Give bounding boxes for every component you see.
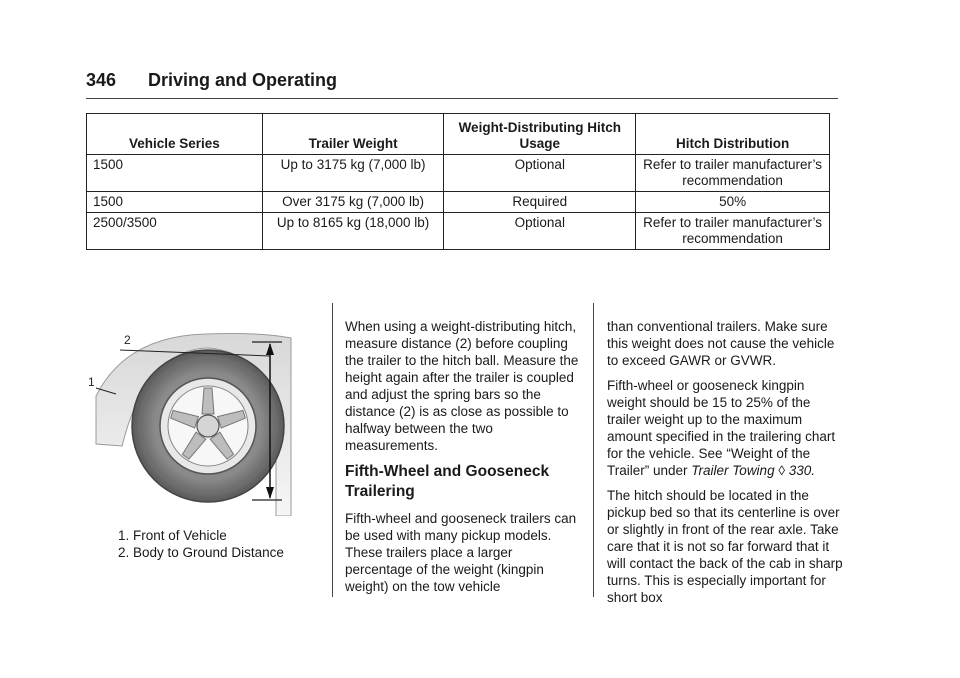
header-divider xyxy=(86,98,838,99)
wheel-hub xyxy=(197,415,219,437)
column-header-vehicle-series: Vehicle Series xyxy=(87,114,263,155)
table-row xyxy=(87,213,830,250)
table-cell: Over 3175 kg (7,000 lb) xyxy=(262,192,444,213)
column-header-hitch-usage: Weight-Distributing Hitch Usage xyxy=(444,114,636,155)
paragraph: Fifth-wheel and gooseneck trailers can be used with many pickup models. These trailers place a larger percentage of the weight (kingpin weight) on the tow vehicle xyxy=(345,511,577,594)
column-header-trailer-weight: Trailer Weight xyxy=(262,114,444,155)
column-divider xyxy=(593,303,594,597)
section-heading: Fifth-Wheel and Gooseneck Trailering xyxy=(345,463,550,500)
column-divider xyxy=(332,303,333,597)
table-cell: 2500/3500 xyxy=(87,213,263,250)
section-title: Driving and Operating xyxy=(148,70,338,90)
wheel-measurement-illustration xyxy=(86,326,304,516)
text-column-right xyxy=(607,318,845,614)
table-cell: Refer to trailer manufacturer’s recommendation xyxy=(636,155,830,192)
table-row xyxy=(87,155,830,192)
paragraph-text: Fifth-wheel or gooseneck kingpin weight should be 15 to 25% of the trailer weight up to the maximum amount specified in the trailering chart for the vehicle. See “Weight of the Trailer” under xyxy=(607,378,836,478)
callout-2-label: 2 xyxy=(124,333,131,347)
column-header-hitch-distribution: Hitch Distribution xyxy=(636,114,830,155)
table-cell: 1500 xyxy=(87,192,263,213)
table-cell: Optional xyxy=(444,213,636,250)
caption-item-2: 2. Body to Ground Distance xyxy=(118,545,284,560)
callout-1-label: 1 xyxy=(88,375,95,389)
paragraph xyxy=(607,377,845,479)
cross-reference-link[interactable]: Trailer Towing xyxy=(691,463,775,478)
paragraph: The hitch should be located in the pickup bed so that its centerline is over or slightly in front of the rear axle. Take care that it is not so far forward that it will contact the back of the cab in sharp turns. This is especially important for short box xyxy=(607,488,843,605)
page-ref-icon: ◊ xyxy=(778,463,786,478)
page-header xyxy=(86,70,838,98)
table-cell: Required xyxy=(444,192,636,213)
page-number: 346 xyxy=(86,70,117,90)
table-cell: Optional xyxy=(444,155,636,192)
paragraph: When using a weight-distributing hitch, measure distance (2) before coupling the trailer to the hitch ball. Measure the height again after the trailer is coupled and adjust the spring bars so the distance (2) is as close as possible to halfway between the two measurements. xyxy=(345,319,579,453)
caption-item-1: 1. Front of Vehicle xyxy=(118,528,227,543)
page-reference[interactable]: 330. xyxy=(788,463,816,478)
table-cell: Up to 8165 kg (18,000 lb) xyxy=(262,213,444,250)
arrow-head-down xyxy=(266,487,274,499)
table-cell: 1500 xyxy=(87,155,263,192)
figure-caption xyxy=(118,527,284,561)
table-cell: 50% xyxy=(636,192,830,213)
table-cell: Up to 3175 kg (7,000 lb) xyxy=(262,155,444,192)
hitch-spec-table xyxy=(86,113,830,250)
text-column-middle xyxy=(345,318,583,603)
table-cell: Refer to trailer manufacturer’s recommendation xyxy=(636,213,830,250)
table-row xyxy=(87,192,830,213)
table-header-row xyxy=(87,114,830,155)
paragraph: than conventional trailers. Make sure this weight does not cause the vehicle to exceed GAWR or GVWR. xyxy=(607,319,835,368)
